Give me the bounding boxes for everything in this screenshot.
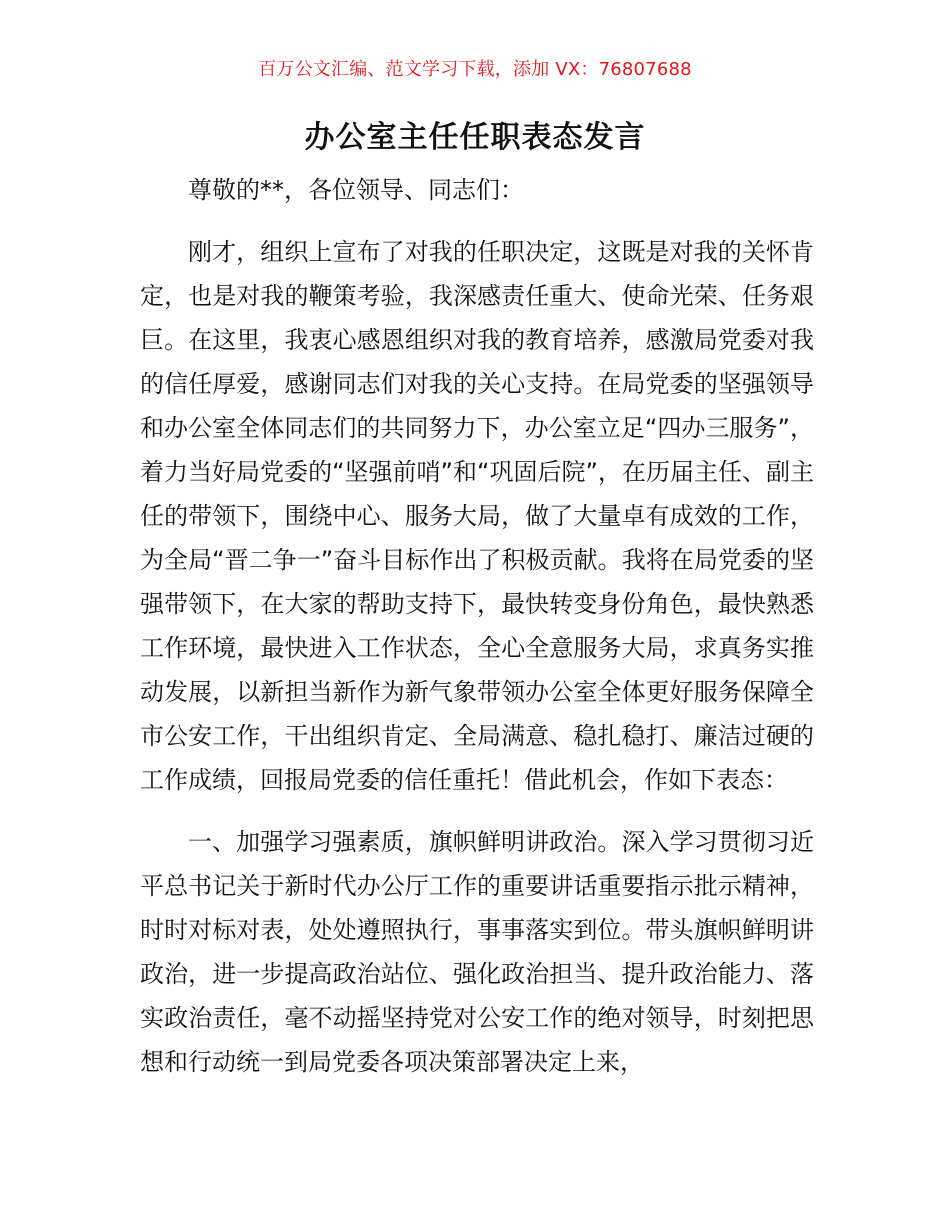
body-paragraph-2: 一、加强学习强素质，旗帜鲜明讲政治。深入学习贯彻习近平总书记关于新时代办公厅工作的重要讲话重要指示批示精神，时时对标对表，处处遵照执行，事事落实到位。带头旗帜鲜明讲政治，进一步提高政治站位、强化政治担当、提升政治能力、落实政治责任，毫不动摇坚持党对公安工作的绝对领导，时刻把思想和行动统一到局党委各项决策部署决定上来， — [140, 828, 814, 1076]
document-body — [140, 168, 814, 1102]
promo-banner: 百万公文汇编、范文学习下载，添加 VX：76807688 — [258, 59, 692, 80]
salutation: 尊敬的**，各位领导、同志们： — [188, 176, 524, 204]
document-title: 办公室主任任职表态发言 — [304, 120, 646, 155]
body-paragraph-1: 刚才，组织上宣布了对我的任职决定，这既是对我的关怀肯定，也是对我的鞭策考验，我深感责任重大、使命光荣、任务艰巨。在这里，我衷心感恩组织对我的教育培养，感激局党委对我的信任厚爱，感谢同志们对我的关心支持。在局党委的坚强领导和办公室全体同志们的共同努力下，办公室立足“四办三服务”，着力当好局党委的“坚强前哨”和“巩固后院”，在历届主任、副主任的带领下，围绕中心、服务大局，做了大量卓有成效的工作，为全局“晋二争一”奋斗目标作出了积极贡献。我将在局党委的坚强带领下，在大家的帮助支持下，最快转变身份角色，最快熟悉工作环境，最快进入工作状态，全心全意服务大局，求真务实推动发展，以新担当新作为新气象带领办公室全体更好服务保障全市公安工作，干出组织肯定、全局满意、稳扎稳打、廉洁过硬的工作成绩，回报局党委的信任重托！借此机会，作如下表态： — [140, 238, 814, 794]
